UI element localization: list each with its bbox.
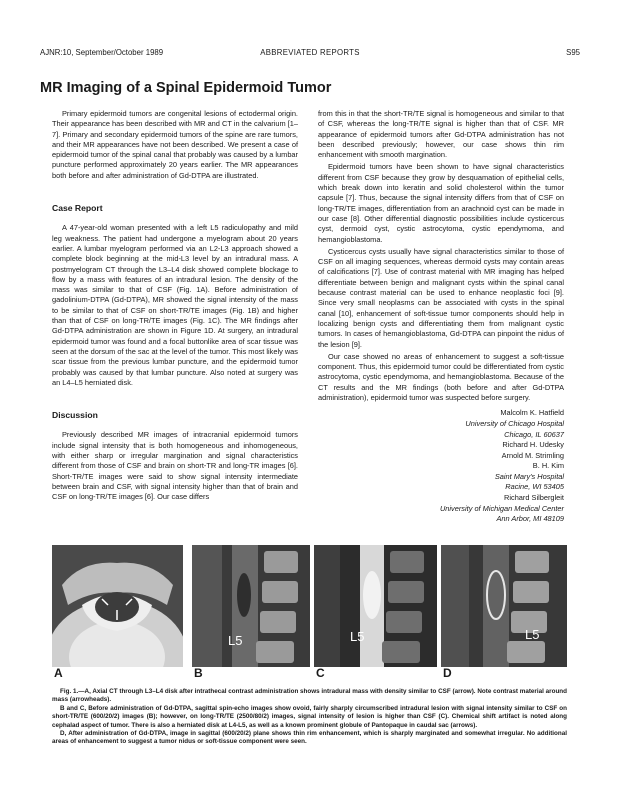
left-column: [52, 109, 298, 505]
right-paragraph-4: Our case showed no areas of enhancement to suggest a soft-tissue component. Thus, this epidermoid tumor could be differentiated from cystic astrocytoma, cystic ependymoma, and hemangioblastoma. Because of the CT results and the MR findings (both before and after Gd-DTPA administration), epidermoid tumor was suspected before surgery.: [318, 351, 564, 403]
figure-caption: [52, 688, 567, 747]
figure-1: [52, 545, 567, 683]
figure-panel-a-ct-image: [52, 545, 183, 667]
vertebra-label-b: L5: [228, 633, 243, 648]
author-city: Chicago, IL 60637: [504, 429, 564, 439]
caption-a-text: A, Axial CT through L3–L4 disk after intrathecal contrast administration shows intradural mass with density similar to CSF (arrow). Note contrast material around mass (arrowheads).: [52, 688, 567, 704]
author-affiliation: University of Michigan Medical Center: [439, 503, 564, 513]
case-report-paragraph: A 47-year-old woman presented with a left L5 radiculopathy and mild leg weakness. The patient had undergone a myelogram about 20 years earlier. A lumbar myelogram performed via an L2-L3 approach showed a complete block beginning at the mid-L3 level by an intradural mass. A postmyelogram CT through the L3–L4 disk showed complete blockage to flow by a mass with features of an intradural lesion. The density of the mass was similar to that of CSF (Fig. 1A). Before administration of gadolinium-DTPA (Gd-DTPA), MR showed the signal intensity of the mass to be similar to that of CSF on short-TR/TE images (Fig. 1B) and higher than that of CSF on long-TR/TE images (Fig. 1C). The MR findings after Gd-DTPA administration are shown in Figure 1D. At surgery, an intradural epidermoid tumor was found and a focal buttonlike area of scar tissue was seen at the dorsum of the sac at the level of the tumor. This most likely was scar tissue from the previous lumbar puncture, and the epidermoid tumor probably was caused by that lumbar puncture. Also noted at surgery was an L4–L5 herniated disk.: [52, 223, 298, 387]
panel-label-c: C: [316, 666, 325, 680]
section-name: ABBREVIATED REPORTS: [260, 48, 360, 57]
right-column: [318, 109, 564, 525]
vertebra-label-c: L5: [350, 629, 365, 644]
panel-label-b: B: [194, 666, 203, 680]
case-report-heading: Case Report: [52, 203, 103, 214]
author-block: [318, 408, 564, 525]
author-name: B. H. Kim: [532, 461, 564, 471]
panel-label-d: D: [443, 666, 452, 680]
discussion-paragraph: Previously described MR images of intracranial epidermoid tumors include signal intensity that is both homogeneous and inhomogeneous, with either sharp or irregular margination and signal characteristics different from those of CSF and brain on short-TR and long-TR images [6]. Short-TR/TE images were said to show signal intensity intermediate between brain and CSF, with signal intensity higher than that of brain and CSF on long-TR/TE images [6]. Our case differs: [52, 430, 298, 502]
author-name: Richard H. Udesky: [502, 440, 564, 450]
author-city: Ann Arbor, MI 48109: [496, 514, 564, 524]
caption-d: D, After administration of Gd-DTPA, image in sagittal (600/20/2) plane shows thin rim enhancement, which is sharply marginated and somewhat irregular. No additional areas of enhancement to suggest a tumor nidus or soft-tissue component were seen.: [52, 730, 567, 746]
author-city: Racine, WI 53405: [505, 482, 564, 492]
author-affiliation: Saint Mary's Hospital: [494, 471, 564, 481]
caption-lead: Fig. 1.—: [60, 688, 85, 695]
discussion-heading: Discussion: [52, 410, 98, 421]
article-title: MR Imaging of a Spinal Epidermoid Tumor: [40, 80, 332, 96]
right-paragraph-1: from this in that the short-TR/TE signal is homogeneous and similar to that of CSF, whereas the long-TR/TE signal is higher than that of CSF. MR appearance of epidermoid tumors after Gd-DTPA administration has not been described previously; however, our case shows thin rim enhancement with smooth margination.: [318, 109, 564, 160]
caption-a: [52, 688, 567, 705]
figure-panel-c-mri: [314, 545, 437, 667]
author-name: Arnold M. Strimling: [501, 450, 564, 460]
intro-paragraph: Primary epidermoid tumors are congenital lesions of ectodermal origin. Their appearance has been described with MR and CT in the calvarium [1–7]. Primary and secondary epidermoid tumors of the spine are rare tumors, and their MR appearances have not been described. We present a case of epidermoid tumor of the spinal canal that probably was caused by a lumbar puncture performed approximately 20 years earlier. The MR appearances both before and after administration of Gd-DTPA are illustrated.: [52, 109, 298, 180]
journal-citation: AJNR:10, September/October 1989: [40, 48, 164, 57]
vertebra-label-d: L5: [525, 627, 540, 642]
figure-panel-d-mri: [441, 545, 567, 667]
page-number: S95: [566, 48, 580, 57]
author-name: Richard Silbergleit: [504, 493, 564, 503]
author-name: Malcolm K. Hatfield: [500, 408, 564, 418]
running-header: [40, 48, 580, 62]
panel-label-a: A: [54, 666, 63, 680]
caption-bc: B and C, Before administration of Gd-DTPA, sagittal spin-echo images show ovoid, fairly sharply circumscribed intradural lesion with signal intensity similar to CSF on short-TR/TE (600/20/2) images (B); however, on long-TR/TE (2500/80/2) images, signal intensity of lesion is higher than CSF (C). Chemical shift artifact is noted along cephalad aspect of tumor. There is also a herniated disk at L4-L5, as well as a known prominent globule of Pantopaque in caudal sac (arrows).: [52, 704, 567, 729]
figure-panel-b-mri: [192, 545, 310, 667]
author-affiliation: University of Chicago Hospital: [465, 418, 564, 428]
right-paragraph-2: Epidermoid tumors have been shown to have signal characteristics different from CSF because they grow by desquamation of epithelial cells, which break down into keratin and solid cholesterol within the tumor capsule [7]. Thus, because the signal intensity differs from that of CSF on long-TR/TE images, differentiation from an arachnoid cyst can be made in our case [8]. Other differential diagnostic possibilities include cysticercus cyst, dermoid cyst, cystic astrocytoma, cystic ependymoma, and hemangioblastoma.: [318, 162, 564, 244]
right-paragraph-3: Cysticercus cysts usually have signal characteristics similar to those of CSF on all imaging sequences, whereas dermoid cysts may contain areas of calcifications [7]. Use of contrast material with MR imaging has helped differentiate between benign and malignant cysts within the spinal canal because contrast material can be used to enhance neoplastic foci [9]. Since very small neoplasms can be associated with cysts in the spinal canal [10], enhancement of soft-tissue tumor components should help in localizing benign cysts and differentiating them from malignant cystic tumors. In cases of hemangioblastoma, Gd-DTPA can pinpoint the nidus of the lesion [9].: [318, 246, 564, 349]
